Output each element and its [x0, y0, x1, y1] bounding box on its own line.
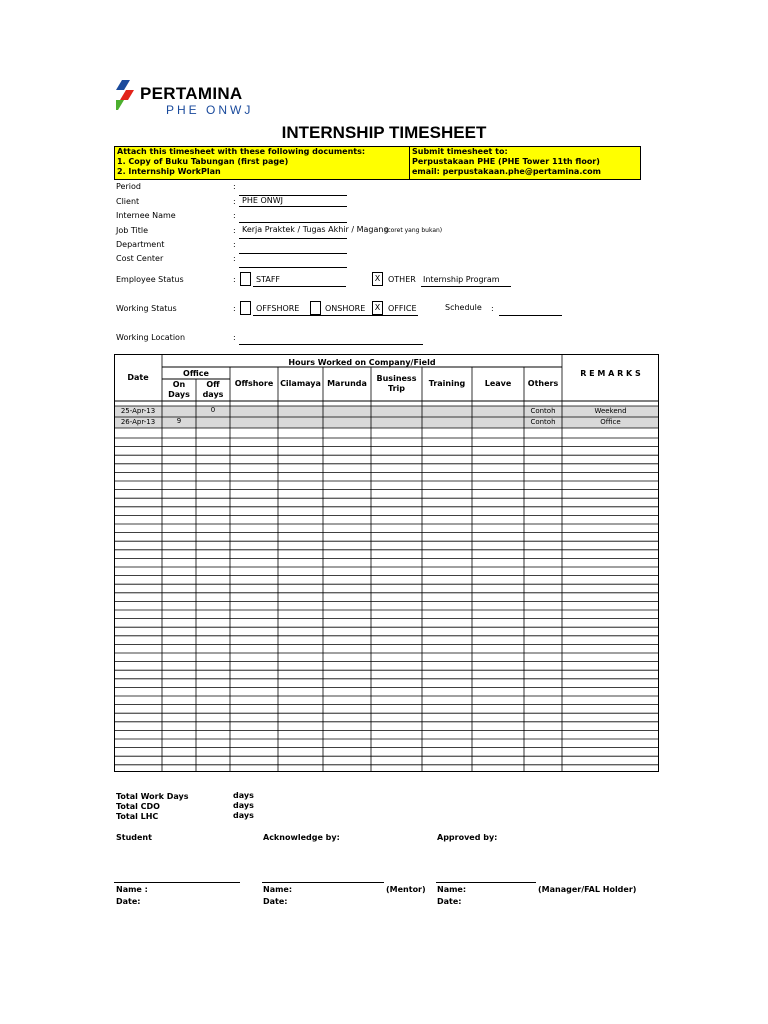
department-field[interactable]: [239, 242, 347, 254]
col-off-days: Off days: [202, 380, 224, 399]
period-label: Period: [116, 182, 141, 191]
row1-off: 0: [210, 406, 216, 414]
employee-status-label: Employee Status: [116, 275, 184, 284]
attach-instructions: Attach this timesheet with these following documents: 1. Copy of Buku Tabungan (first page) 2. Internship WorkPlan: [114, 146, 410, 180]
working-location-label: Working Location: [116, 333, 186, 342]
student-date-label: Date:: [116, 897, 141, 906]
brand-subtitle: PHE ONWJ: [166, 103, 254, 117]
row1-remarks: Weekend: [594, 407, 627, 415]
manager-name-label: Name:: [437, 885, 467, 894]
cost-center-field[interactable]: [239, 256, 347, 268]
total-lhc-label: Total LHC: [116, 812, 159, 821]
client-label: Client: [116, 197, 140, 206]
onshore-checkbox[interactable]: [310, 301, 321, 315]
col-cilamaya: Cilamaya: [280, 379, 321, 388]
hours-header: Hours Worked on Company/Field: [288, 358, 436, 367]
col-training: Training: [428, 379, 466, 388]
col-remarks: R E M A R K S: [580, 369, 641, 378]
student-signature-line[interactable]: [114, 882, 240, 883]
total-work-days-label: Total Work Days: [116, 792, 189, 801]
col-date: Date: [127, 373, 149, 382]
manager-date-label: Date:: [437, 897, 462, 906]
other-label: OTHER: [388, 275, 416, 284]
total-work-days-unit: days: [233, 791, 254, 800]
job-title-label: Job Title: [116, 226, 149, 235]
col-others: Others: [527, 379, 559, 388]
row2-date: 26-Apr-13: [120, 418, 156, 426]
total-lhc-unit: days: [233, 811, 254, 820]
client-field[interactable]: PHE ONWJ: [239, 196, 347, 207]
row2-others: Contoh: [530, 418, 556, 426]
col-on-days: On Days: [168, 380, 190, 399]
other-checkbox[interactable]: X: [372, 272, 383, 286]
student-label: Student: [116, 833, 152, 842]
mentor-name-label: Name:: [263, 885, 293, 894]
job-title-note: (coret yang bukan): [385, 227, 443, 234]
total-cdo-label: Total CDO: [116, 802, 160, 811]
mentor-role: (Mentor): [386, 885, 426, 894]
cost-center-label: Cost Center: [116, 254, 164, 263]
row1-others: Contoh: [530, 407, 556, 415]
manager-role: (Manager/FAL Holder): [538, 885, 637, 894]
col-leave: Leave: [484, 379, 512, 388]
pertamina-logo-icon: [116, 80, 140, 110]
col-business-trip: Business Trip: [376, 374, 417, 393]
period-field[interactable]: [239, 184, 347, 196]
manager-signature-line[interactable]: [436, 882, 536, 883]
working-status-label: Working Status: [116, 304, 177, 313]
job-title-options[interactable]: Kerja Praktek / Tugas Akhir / Magang: [242, 225, 389, 234]
internee-label: Internee Name: [116, 211, 176, 220]
office-label: OFFICE: [388, 304, 417, 313]
job-title-underline: [239, 238, 347, 239]
staff-checkbox[interactable]: [240, 272, 251, 286]
student-name-label: Name :: [116, 885, 148, 894]
brand-name: PERTAMINA: [140, 84, 243, 103]
col-office: Office: [183, 369, 209, 378]
offshore-label: OFFSHORE: [256, 304, 300, 313]
onshore-label: ONSHORE: [325, 304, 366, 313]
mentor-date-label: Date:: [263, 897, 288, 906]
working-location-field[interactable]: [239, 344, 423, 345]
internee-field[interactable]: [239, 211, 347, 223]
other-value[interactable]: Internship Program: [423, 275, 500, 284]
offshore-checkbox[interactable]: [240, 301, 251, 315]
schedule-label: Schedule: [445, 303, 482, 312]
row2-remarks: Office: [600, 418, 621, 426]
col-marunda: Marunda: [327, 379, 367, 388]
row1-date: 25-Apr-13: [120, 407, 156, 415]
mentor-signature-line[interactable]: [262, 882, 384, 883]
approved-label: Approved by:: [437, 833, 498, 842]
staff-label: STAFF: [256, 275, 281, 284]
page-title: INTERNSHIP TIMESHEET: [281, 123, 487, 142]
timesheet-table: [114, 354, 659, 772]
acknowledge-label: Acknowledge by:: [263, 833, 340, 842]
department-label: Department: [116, 240, 165, 249]
submit-instructions: Submit timesheet to: Perpustakaan PHE (PHE Tower 11th floor) email: perpustakaan.phe@pertamina.com: [409, 146, 641, 180]
col-offshore: Offshore: [234, 379, 274, 388]
schedule-field[interactable]: [499, 315, 562, 316]
total-cdo-unit: days: [233, 801, 254, 810]
office-checkbox[interactable]: X: [372, 301, 383, 315]
row2-on: 9: [176, 417, 182, 425]
